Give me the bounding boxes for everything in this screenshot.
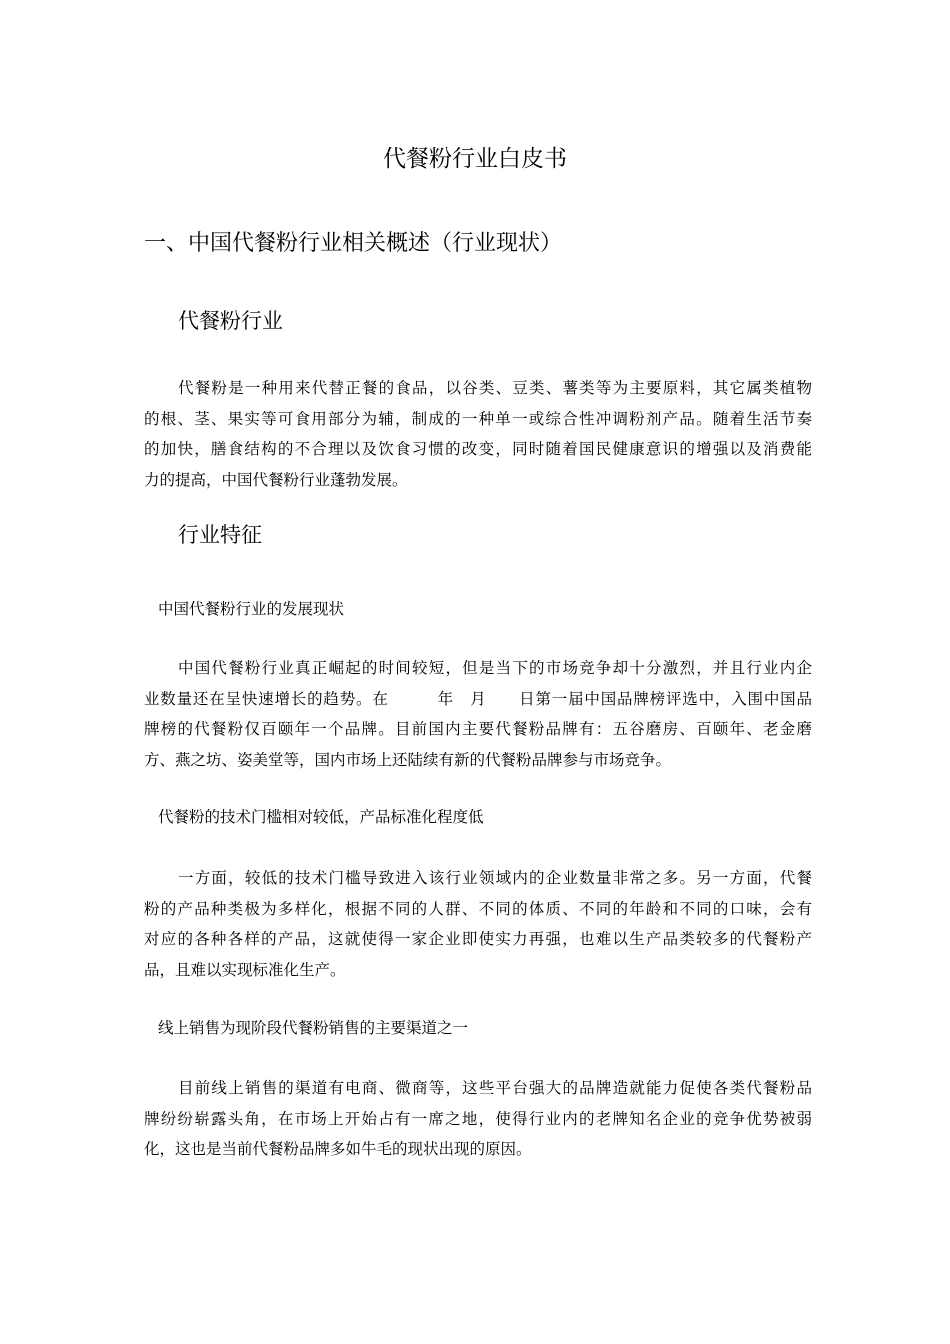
paragraph-line: 一方面，较低的技术门槛导致进入该行业领域内的企业数量非常之多。另一方面，代餐 [178, 869, 812, 887]
paragraph-low-barrier [144, 863, 812, 985]
paragraph-line: 牌纷纷崭露头角，在市场上开始占有一席之地，使得行业内的老牌知名企业的竞争优势被弱 [144, 1109, 812, 1128]
paragraph-line: 目前线上销售的渠道有电商、微商等，这些平台强大的品牌造就能力促使各类代餐粉品 [178, 1079, 812, 1097]
paragraph-line: 化，这也是当前代餐粉品牌多如牛毛的现状出现的原因。 [144, 1140, 532, 1158]
section-heading-overview: 一、中国代餐粉行业相关概述（行业现状） [144, 231, 563, 256]
paragraph-line: 力的提高，中国代餐粉行业蓬勃发展。 [144, 470, 408, 489]
paragraph-line: 代餐粉是一种用来代替正餐的食品，以谷类、豆类、薯类等为主要原料，其它属类植物 [178, 379, 812, 397]
paragraph-line: 品，且难以实现标准化生产。 [144, 960, 346, 979]
paragraph-line: 对应的各种各样的产品，这就使得一家企业即使实力再强，也难以生产品类较多的代餐粉产 [144, 930, 812, 948]
feature-heading-low-barrier: 代餐粉的技术门槛相对较低，产品标准化程度低 [158, 808, 484, 826]
paragraph-line: 中国代餐粉行业真正崛起的时间较短，但是当下的市场竞争却十分激烈，并且行业内企 [178, 659, 812, 677]
paragraph-line: 牌榜的代餐粉仅百颐年一个品牌。目前国内主要代餐粉品牌有：五谷磨房、百颐年、老金磨 [144, 720, 812, 738]
paragraph-line: 粉的产品种类极为多样化，根据不同的人群、不同的体质、不同的年龄和不同的口味，会有 [144, 899, 812, 918]
paragraph-line: 的加快，膳食结构的不合理以及饮食习惯的改变，同时随着国民健康意识的增强以及消费能 [144, 440, 812, 458]
paragraph-online-sales [144, 1073, 812, 1165]
paragraph-line: 的根、茎、果实等可食用部分为辅，制成的一种单一或综合性冲调粉剂产品。随着生活节奏 [144, 409, 812, 428]
paragraph-line: 方、燕之坊、姿美堂等，国内市场上还陆续有新的代餐粉品牌参与市场竞争。 [144, 750, 672, 769]
paragraph-development [144, 653, 812, 775]
document-title: 代餐粉行业白皮书 [383, 146, 567, 172]
subsection-heading-industry: 代餐粉行业 [178, 309, 283, 333]
feature-heading-development: 中国代餐粉行业的发展现状 [158, 600, 345, 618]
paragraph-line: 业数量还在呈快速增长的趋势。在 年 月 日第一届中国品牌榜评选中，入围中国品 [144, 689, 812, 708]
feature-heading-online-sales: 线上销售为现阶段代餐粉销售的主要渠道之一 [158, 1019, 469, 1037]
subsection-heading-features: 行业特征 [178, 523, 262, 547]
paragraph-industry-intro [144, 373, 812, 495]
